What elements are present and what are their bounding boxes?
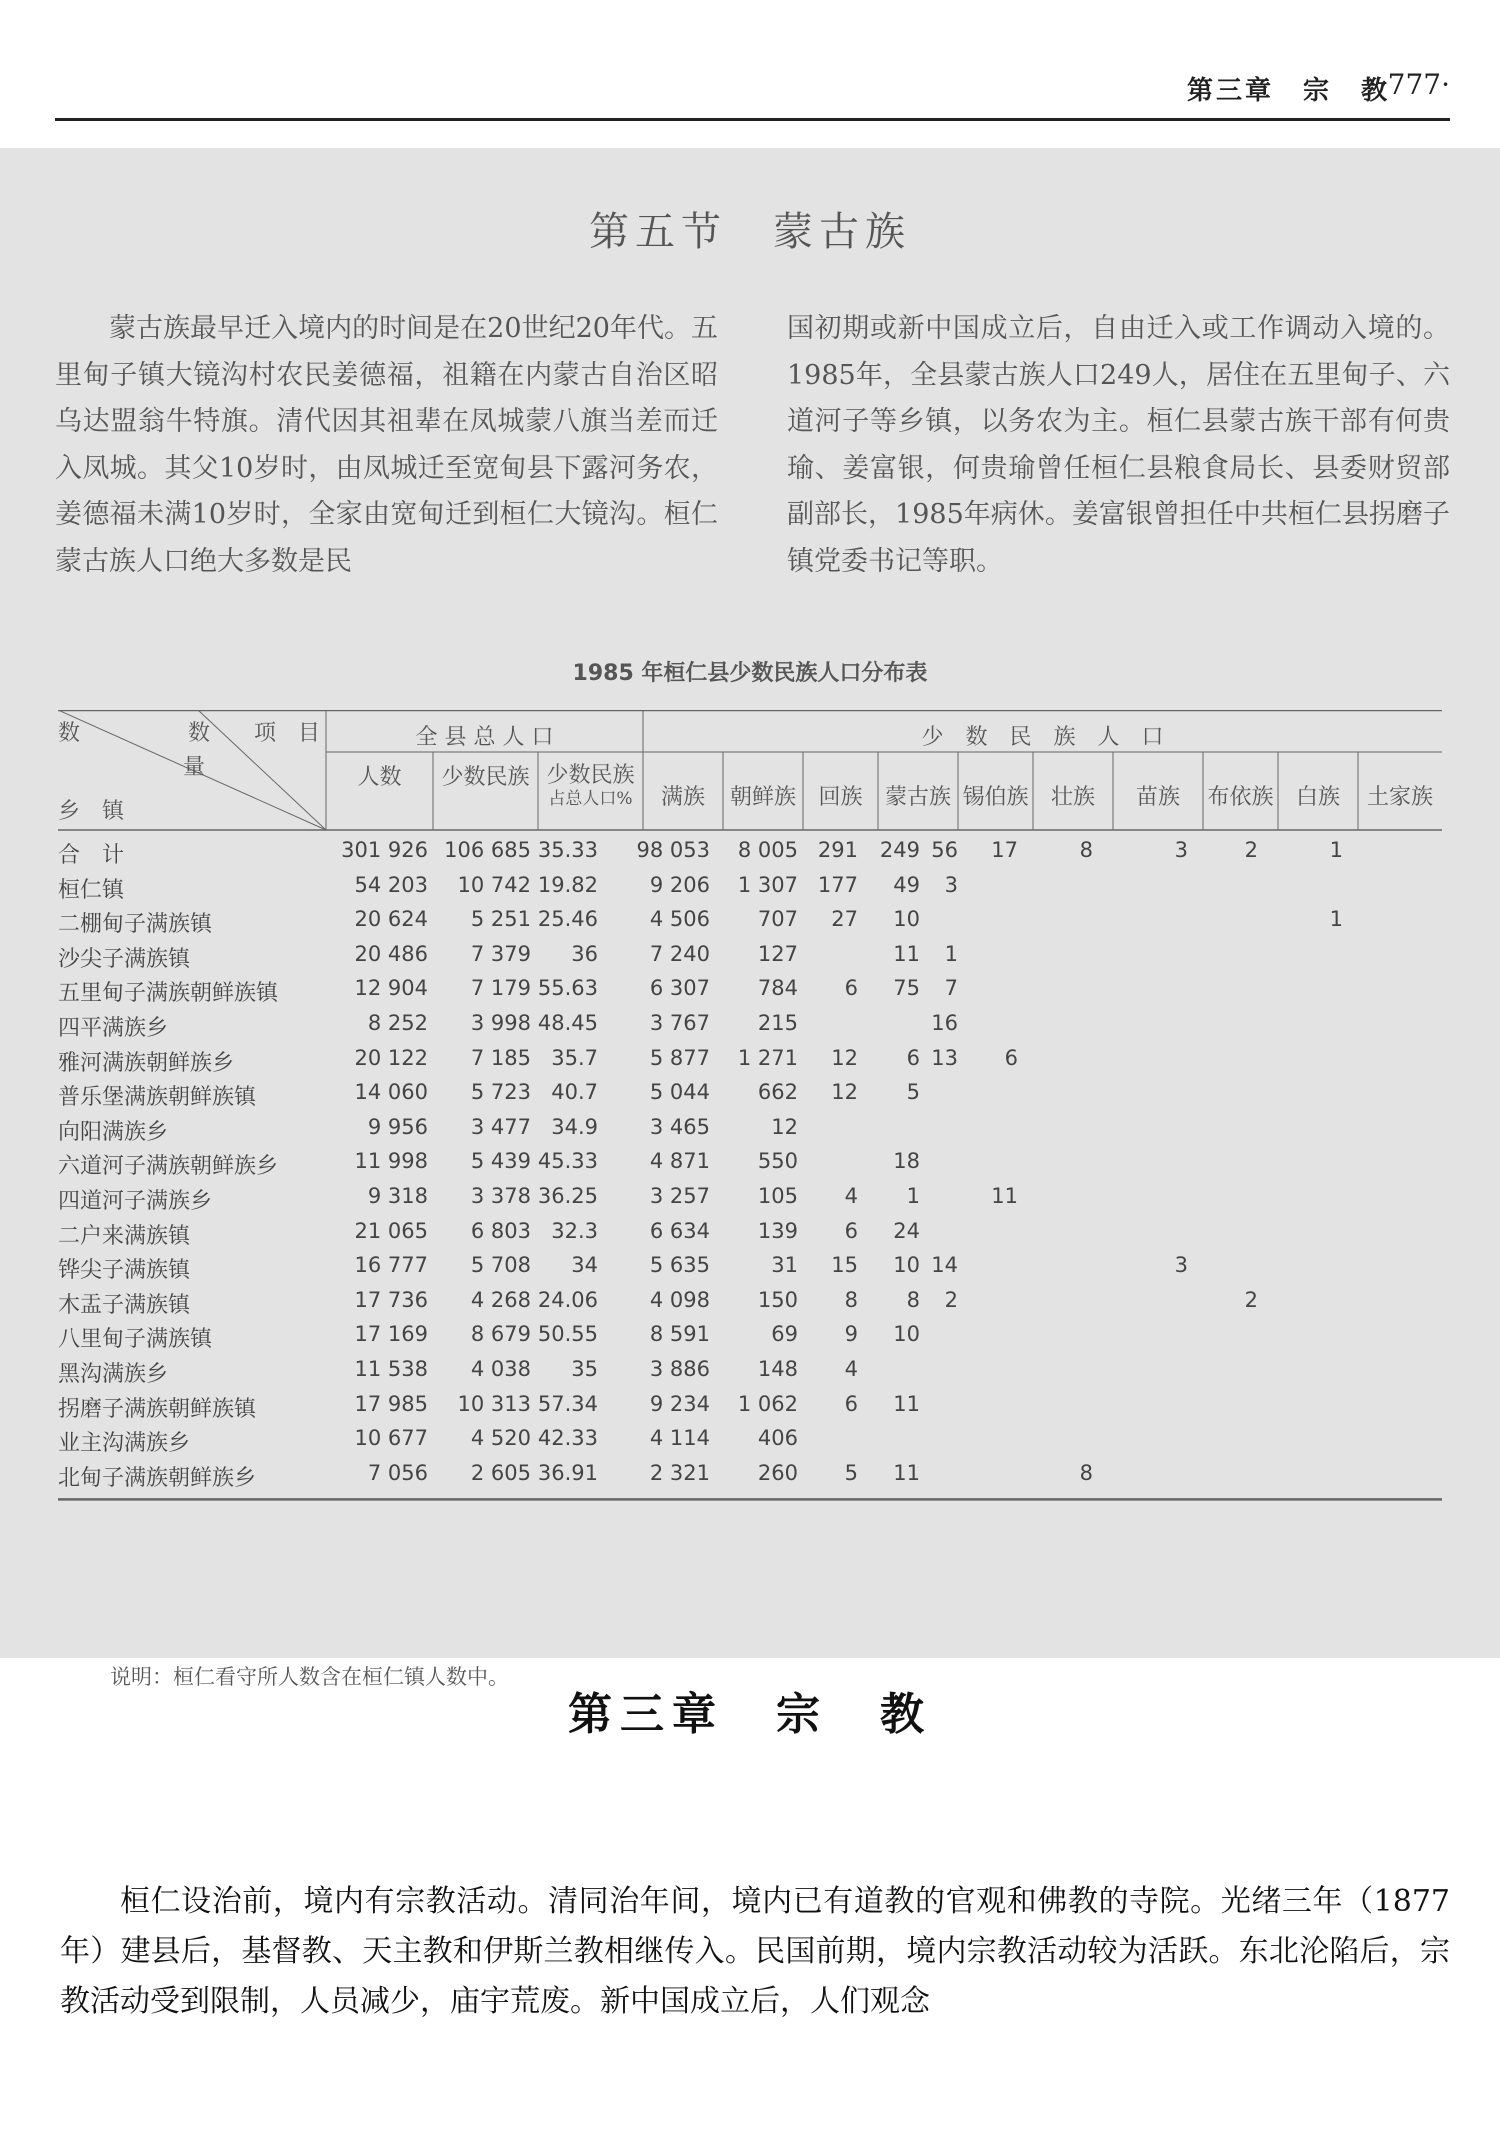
cell-3: 9 206	[649, 872, 710, 897]
col-header-0: 人数	[357, 765, 402, 790]
cell-7: 56	[931, 838, 958, 862]
cell-9: 8	[1079, 838, 1093, 862]
cell-6: 11	[893, 1391, 920, 1416]
cell-0: 16 777	[354, 1253, 428, 1278]
cell-4: 707	[757, 907, 798, 932]
cell-3: 9 234	[649, 1391, 710, 1416]
cell-2: 36	[571, 941, 598, 966]
cell-5: 177	[817, 872, 858, 897]
cell-1: 5 439	[470, 1149, 531, 1174]
cell-0: 17 169	[354, 1322, 428, 1347]
cell-6: 75	[893, 976, 920, 1001]
cell-1: 6 803	[470, 1218, 531, 1243]
row-name: 桓仁镇	[58, 877, 125, 903]
cell-2: 40.7	[551, 1080, 598, 1105]
cell-4: 662	[757, 1080, 798, 1105]
cell-2: 19.82	[537, 872, 598, 897]
cell-2: 45.33	[537, 1149, 598, 1174]
cell-6: 8	[906, 1287, 920, 1312]
group-header-minority: 少 数 民 族 人 口	[921, 725, 1164, 750]
cell-0: 14 060	[354, 1080, 428, 1105]
cell-0: 20 486	[354, 941, 428, 966]
cell-1: 4 268	[470, 1287, 531, 1312]
cell-6: 5	[906, 1080, 920, 1105]
cell-6: 18	[893, 1149, 920, 1174]
corner-label-number: 数	[58, 721, 81, 746]
cell-6: 10	[893, 907, 920, 932]
cell-4: 406	[757, 1426, 798, 1451]
section-title: 第五节 蒙古族	[589, 209, 911, 255]
cell-1: 5 251	[470, 907, 531, 932]
cell-11: 2	[1244, 1287, 1258, 1312]
cell-4: 1 271	[737, 1045, 798, 1070]
cell-2: 32.3	[551, 1218, 598, 1243]
cell-4: 784	[757, 976, 798, 1001]
cell-1: 5 708	[470, 1253, 531, 1278]
cell-3: 7 240	[649, 941, 710, 966]
col-header-minority-pct-l1: 少数民族	[546, 763, 635, 788]
cell-3: 4 506	[649, 907, 710, 932]
cell-10: 3	[1174, 838, 1188, 862]
cell-12: 1	[1329, 838, 1343, 862]
row-name: 黑沟满族乡	[58, 1362, 169, 1387]
cell-6: 11	[893, 1460, 920, 1485]
cell-4: 31	[771, 1253, 798, 1278]
row-name: 四道河子满族乡	[58, 1189, 213, 1214]
cell-0: 8 252	[367, 1011, 428, 1035]
row-name: 八里甸子满族镇	[58, 1327, 213, 1353]
section-text-right: 国初期或新中国成立后，自由迁入或工作调动入境的。1985年，全县蒙古族人口249人，居住在五里甸子、六道河子等乡镇，以务农为主。桓仁县蒙古族干部有何贵瑜、姜富银，何贵瑜曾任桓仁县粮食局长、县委财贸部副部长，1985年病休。姜富银曾担任中共桓仁县拐磨子镇党委书记等职。	[787, 313, 1450, 577]
cell-1: 7 379	[470, 941, 531, 966]
col-header-3: 满族	[660, 785, 705, 810]
row-name: 合 计	[58, 843, 125, 868]
table-note: 说明：桓仁看守所人数含在桓仁镇人数中。	[110, 1665, 509, 1689]
cell-3: 4 114	[649, 1426, 710, 1451]
cell-4: 260	[757, 1460, 798, 1485]
cell-4: 12	[771, 1114, 798, 1139]
cell-1: 5 723	[470, 1080, 531, 1105]
page-header	[55, 60, 1450, 121]
col-header-12: 土家族	[1366, 785, 1433, 810]
cell-1: 106 685	[444, 838, 531, 862]
cell-7: 3	[944, 872, 958, 897]
cell-7: 1	[944, 941, 958, 966]
cell-2: 35	[571, 1357, 598, 1381]
cell-2: 24.06	[537, 1287, 598, 1312]
row-name: 雅河满族朝鲜族乡	[58, 1050, 235, 1076]
cell-8: 11	[991, 1184, 1018, 1208]
cell-5: 6	[844, 1391, 858, 1416]
cell-0: 17 736	[354, 1287, 428, 1312]
cell-4: 127	[757, 941, 798, 966]
row-name: 六道河子满族朝鲜族乡	[58, 1154, 279, 1180]
cell-4: 215	[757, 1011, 798, 1035]
chapter-title: 第三章 宗 教	[568, 1689, 932, 1740]
row-name: 拐磨子满族朝鲜族镇	[58, 1396, 257, 1422]
cell-3: 3 767	[649, 1011, 710, 1035]
cell-0: 12 904	[354, 976, 428, 1001]
cell-3: 3 465	[649, 1114, 710, 1139]
cell-4: 8 005	[737, 838, 798, 862]
cell-2: 57.34	[537, 1391, 598, 1416]
cell-2: 42.33	[537, 1426, 598, 1451]
cell-4: 550	[757, 1149, 798, 1174]
cell-4: 139	[757, 1218, 798, 1243]
cell-2: 55.63	[537, 976, 598, 1001]
cell-0: 20 624	[354, 907, 428, 932]
population-table	[58, 710, 1442, 1648]
col-header-8: 壮族	[1050, 785, 1095, 810]
row-name: 北甸子满族朝鲜族乡	[58, 1465, 257, 1491]
cell-0: 17 985	[354, 1391, 428, 1416]
cell-5: 9	[844, 1322, 858, 1347]
cell-1: 4 520	[470, 1426, 531, 1451]
cell-1: 3 998	[470, 1011, 531, 1035]
cell-8: 6	[1004, 1045, 1018, 1070]
cell-7: 16	[931, 1011, 958, 1035]
cell-1: 4 038	[470, 1357, 531, 1381]
cell-3: 4 098	[649, 1287, 710, 1312]
row-name: 五里甸子满族朝鲜族镇	[58, 981, 279, 1007]
cell-6: 1	[906, 1184, 920, 1208]
cell-2: 36.91	[537, 1460, 598, 1485]
cell-4: 105	[757, 1184, 798, 1208]
cell-5: 291	[817, 838, 858, 862]
row-name: 普乐堡满族朝鲜族镇	[58, 1085, 257, 1111]
cell-6: 249	[879, 838, 920, 862]
cell-4: 69	[771, 1322, 798, 1347]
corner-label-quantity: 量	[183, 755, 206, 780]
cell-1: 7 185	[470, 1045, 531, 1070]
cell-3: 5 044	[649, 1080, 710, 1105]
cell-10: 3	[1174, 1253, 1188, 1278]
cell-1: 10 313	[457, 1391, 531, 1416]
cell-6: 10	[893, 1322, 920, 1347]
cell-3: 8 591	[649, 1322, 710, 1347]
cell-5: 6	[844, 1218, 858, 1243]
cell-0: 9 318	[367, 1184, 428, 1208]
running-head: 第三章 宗 教	[1186, 76, 1390, 106]
cell-0: 301 926	[341, 838, 428, 862]
cell-1: 3 477	[470, 1114, 531, 1139]
col-header-6: 蒙古族	[884, 785, 951, 810]
corner-label-township: 乡 镇	[58, 799, 125, 824]
cell-5: 12	[831, 1080, 858, 1105]
cell-8: 17	[991, 838, 1018, 862]
col-header-11: 白族	[1295, 785, 1340, 810]
row-name: 业主沟满族乡	[58, 1431, 191, 1457]
cell-4: 150	[757, 1287, 798, 1312]
cell-0: 11 538	[354, 1357, 428, 1381]
cell-2: 36.25	[537, 1184, 598, 1208]
cell-0: 7 056	[367, 1460, 428, 1485]
cell-6: 24	[893, 1218, 920, 1243]
cell-1: 8 679	[470, 1322, 531, 1347]
cell-2: 34	[571, 1253, 598, 1278]
col-header-1: 少数民族	[441, 765, 530, 790]
row-name: 向阳满族乡	[58, 1119, 169, 1145]
chapter-body-text: 桓仁设治前，境内有宗教活动。清同治年间，境内已有道教的官观和佛教的寺院。光绪三年（1877年）建县后，基督教、天主教和伊斯兰教相继传入。民国前期，境内宗教活动较为活跃。东北沦陷后，宗教活动受到限制，人员减少，庙宇荒废。新中国成立后，人们观念	[60, 1884, 1450, 2019]
cell-3: 5 635	[649, 1253, 710, 1278]
row-name: 铧尖子满族镇	[58, 1258, 191, 1284]
row-name: 木盂子满族镇	[58, 1292, 191, 1318]
cell-5: 5	[844, 1460, 858, 1485]
cell-2: 25.46	[537, 907, 598, 932]
cell-5: 27	[831, 907, 858, 932]
cell-6: 49	[893, 872, 920, 897]
cell-1: 10 742	[457, 872, 531, 897]
cell-11: 2	[1244, 838, 1258, 862]
section-block	[0, 148, 1500, 1689]
row-name: 四平满族乡	[58, 1016, 169, 1041]
table-title: 1985 年桓仁县少数民族人口分布表	[572, 661, 928, 686]
cell-3: 3 886	[649, 1357, 710, 1381]
cell-7: 13	[931, 1045, 958, 1070]
col-header-4: 朝鲜族	[729, 785, 796, 810]
cell-2: 35.7	[551, 1045, 598, 1070]
cell-0: 21 065	[354, 1218, 428, 1243]
cell-7: 7	[944, 976, 958, 1001]
col-header-9: 苗族	[1135, 785, 1180, 810]
cell-0: 20 122	[354, 1045, 428, 1070]
col-header-7: 锡伯族	[962, 785, 1029, 810]
group-header-total: 全 县 总 人 口	[415, 725, 554, 750]
cell-4: 1 062	[737, 1391, 798, 1416]
cell-7: 2	[944, 1287, 958, 1312]
section-text-left: 蒙古族最早迁入境内的时间是在20世纪20年代。五里甸子镇大镜沟村农民姜德福，祖籍在内蒙古自治区昭乌达盟翁牛特旗。清代因其祖辈在凤城蒙八旗当差而迁入凤城。其父10岁时，由凤城迁至宽甸县下露河务农，姜德福未满10岁时，全家由宽甸迁到桓仁大镜沟。桓仁蒙古族人口绝大多数是民	[55, 313, 718, 577]
cell-3: 4 871	[649, 1149, 710, 1174]
row-name: 二棚甸子满族镇	[58, 912, 213, 938]
cell-5: 12	[831, 1045, 858, 1070]
col-header-10: 布依族	[1207, 785, 1274, 810]
cell-3: 2 321	[649, 1460, 710, 1485]
corner-label-items: 数 项 目	[188, 721, 321, 746]
cell-1: 7 179	[470, 976, 531, 1001]
cell-6: 10	[893, 1253, 920, 1278]
row-name: 沙尖子满族镇	[58, 946, 191, 972]
cell-5: 15	[831, 1253, 858, 1278]
cell-3: 3 257	[649, 1184, 710, 1208]
cell-0: 9 956	[367, 1114, 428, 1139]
cell-6: 6	[906, 1045, 920, 1070]
cell-1: 2 605	[470, 1460, 531, 1485]
row-name: 二户来满族镇	[58, 1223, 191, 1249]
col-header-minority-pct-l2: 占总人口%	[548, 789, 633, 809]
cell-2: 48.45	[537, 1011, 598, 1035]
cell-4: 1 307	[737, 872, 798, 897]
cell-6: 11	[893, 941, 920, 966]
cell-2: 50.55	[537, 1322, 598, 1347]
cell-1: 3 378	[470, 1184, 531, 1208]
cell-0: 54 203	[354, 872, 428, 897]
cell-3: 98 053	[636, 838, 710, 862]
cell-2: 35.33	[537, 838, 598, 862]
cell-12: 1	[1329, 907, 1343, 932]
cell-3: 6 634	[649, 1218, 710, 1243]
cell-5: 4	[844, 1357, 858, 1381]
cell-5: 6	[844, 976, 858, 1001]
cell-0: 10 677	[354, 1426, 428, 1451]
page-number: ·777·	[1378, 68, 1450, 101]
col-header-5: 回族	[818, 785, 863, 810]
cell-2: 34.9	[551, 1114, 598, 1139]
cell-5: 4	[844, 1184, 858, 1208]
cell-9: 8	[1079, 1460, 1093, 1485]
cell-3: 6 307	[649, 976, 710, 1001]
cell-5: 8	[844, 1287, 858, 1312]
cell-0: 11 998	[354, 1149, 428, 1174]
cell-4: 148	[757, 1357, 798, 1381]
cell-7: 14	[931, 1253, 958, 1278]
cell-3: 5 877	[649, 1045, 710, 1070]
